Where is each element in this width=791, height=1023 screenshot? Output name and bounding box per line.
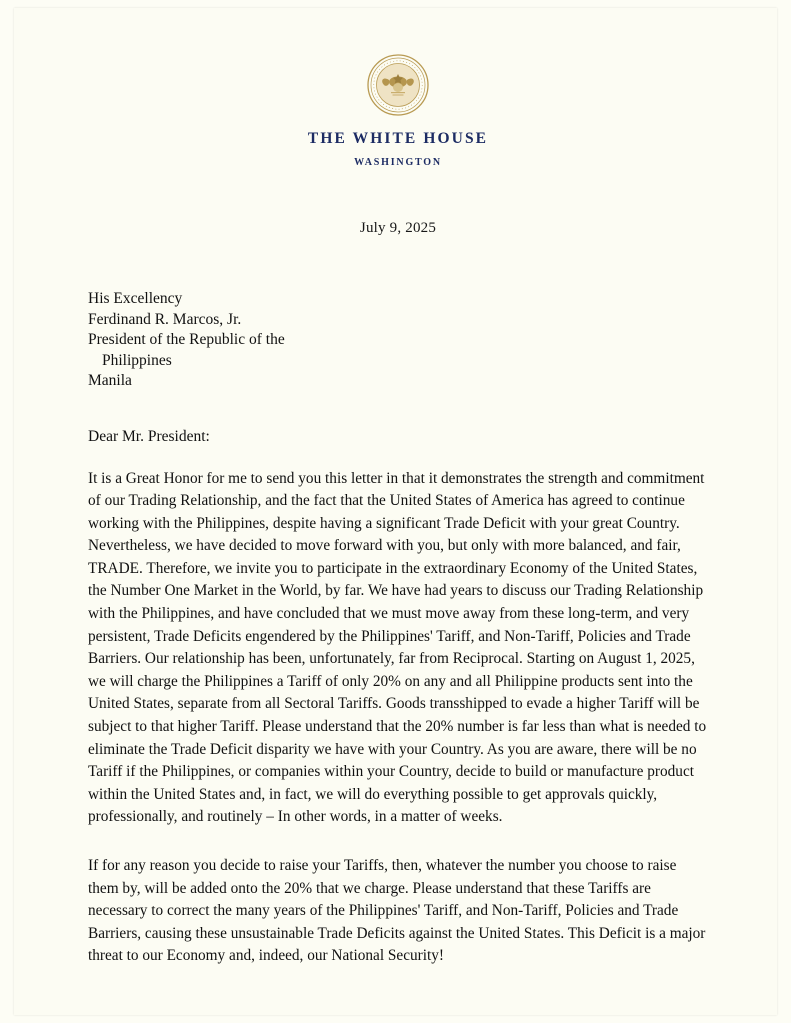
letterhead [88,130,708,168]
seal-container [88,54,708,116]
presidential-seal-icon [367,54,429,116]
address-line-3: President of the Republic of the [88,331,285,348]
address-line-1: His Excellency [88,290,183,307]
recipient-address [88,289,708,392]
address-line-2: Ferdinand R. Marcos, Jr. [88,310,242,328]
address-line-4: Philippines [102,351,172,369]
washington-subtitle: WASHINGTON [354,157,442,168]
salutation: Dear Mr. President: [88,427,210,445]
letter-paper [14,8,777,1015]
body-paragraph-2: If for any reason you decide to raise your Tariffs, then, whatever the number you choose to raise them by, will be added onto the 20% that we charge. Please understand that these Tariffs are necessary to correct the many years of the Philippines' Tariff, and Non-Tariff, Policies and Trade Barriers, causing these unsustainable Trade Deficits against the United States. This Deficit is a major threat to our Economy and, indeed, our National Security! [88,857,706,965]
letter-content [88,38,708,968]
body-paragraph-1: It is a Great Honor for me to send you this letter in that it demonstrates the strength and commitment of our Trading Relationship, and the fact that the United States of America has agreed to continue working with the Philippines, despite having a significant Trade Deficit with your great Country. Nevertheless, we have decided to move forward with you, but only with more balanced, and fair, TRADE. Therefore, we invite you to participate in the extraordinary Economy of the United States, the Number One Market in the World, by far. We have had years to discuss our Trading Relationship with the Philippines, and have concluded that we must move away from these long-term, and very persistent, Trade Deficits engendered by the Philippines' Tariff, and Non-Tariff, Policies and Trade Barriers. Our relationship has been, unfortunately, far from Reciprocal. Starting on August 1, 2025, we will charge the Philippines a Tariff of only 20% on any and all Philippine products sent into the United States, separate from all Sectoral Tariffs. Goods transshipped to evade a higher Tariff will be subject to that higher Tariff. Please understand that the 20% number is far less than what is needed to eliminate the Trade Deficit disparity we have with your Country. As you are aware, there will be no Tariff if the Philippines, or companies within your Country, decide to build or manufacture product within the United States and, in fact, we will do everything possible to get approvals quickly, professionally, and routinely – In other words, in a matter of weeks. [88,469,707,826]
letter-date: July 9, 2025 [359,220,437,236]
address-line-5: Manila [88,372,132,389]
white-house-title: THE WHITE HOUSE [307,130,489,147]
